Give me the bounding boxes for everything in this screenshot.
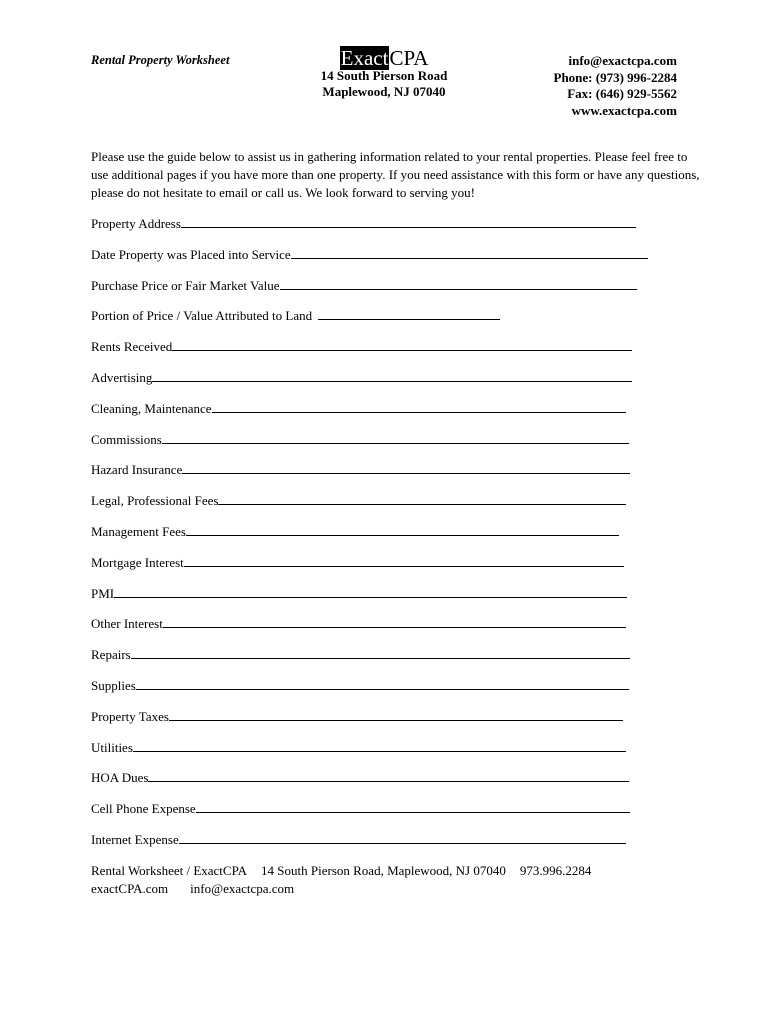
field-blank-line[interactable] [179, 830, 626, 844]
contact-email: info@exactcpa.com [568, 53, 677, 68]
field-row [91, 830, 691, 861]
field-blank-line[interactable] [291, 245, 648, 259]
field-blank-line[interactable] [169, 707, 623, 721]
field-blank-line[interactable] [280, 276, 637, 290]
field-label: Advertising [91, 369, 153, 385]
field-blank-line[interactable] [184, 553, 624, 567]
field-label: Commissions [91, 431, 162, 447]
field-blank-line[interactable] [131, 645, 630, 659]
field-row [91, 614, 691, 645]
field-label: Date Property was Placed into Service [91, 246, 291, 262]
fields-list [91, 214, 691, 861]
field-label: Other Interest [91, 616, 163, 632]
field-blank-line[interactable] [318, 306, 500, 320]
field-blank-line[interactable] [136, 676, 629, 690]
field-blank-line[interactable] [172, 337, 632, 351]
field-row [91, 491, 691, 522]
field-blank-line[interactable] [133, 738, 626, 752]
footer-phone: 973.996.2284 [519, 863, 592, 878]
field-row [91, 399, 691, 430]
document-title: Rental Property Worksheet [91, 53, 230, 67]
field-row [91, 645, 691, 676]
field-label: Mortgage Interest [91, 554, 184, 570]
field-row [91, 799, 691, 830]
field-row [91, 553, 691, 584]
field-row [91, 584, 691, 615]
field-row [91, 676, 691, 707]
field-label: Management Fees [91, 523, 186, 539]
field-blank-line[interactable] [218, 491, 626, 505]
field-blank-line[interactable] [163, 614, 626, 628]
field-blank-line[interactable] [182, 460, 630, 474]
field-blank-line[interactable] [152, 368, 632, 382]
footer-title: Rental Worksheet / ExactCPA [91, 863, 248, 878]
field-row [91, 522, 691, 553]
field-row [91, 430, 691, 461]
contact-fax: Fax: (646) 929-5562 [567, 86, 677, 101]
field-label: Rents Received [91, 339, 173, 355]
address-line-2: Maplewood, NJ 07040 [322, 84, 446, 99]
field-label: Portion of Price / Value Attributed to Land [91, 308, 313, 324]
field-label: Legal, Professional Fees [91, 493, 219, 509]
field-row [91, 707, 691, 738]
field-row [91, 768, 691, 799]
field-label: Supplies [91, 677, 136, 693]
footer-email: info@exactcpa.com [190, 881, 295, 896]
field-row [91, 368, 691, 399]
field-row [91, 276, 691, 307]
field-blank-line[interactable] [212, 399, 626, 413]
field-row [91, 214, 691, 245]
field-row [91, 337, 691, 368]
contact-website: www.exactcpa.com [571, 102, 677, 118]
field-blank-line[interactable] [114, 584, 627, 598]
field-label: Cell Phone Expense [91, 801, 196, 817]
field-row [91, 245, 691, 276]
logo-cpa: CPA [389, 46, 429, 70]
page-footer [91, 862, 591, 898]
field-row [91, 738, 691, 769]
field-label: Cleaning, Maintenance [91, 400, 212, 416]
company-block [300, 46, 468, 100]
field-blank-line[interactable] [148, 768, 629, 782]
field-label: PMI [91, 585, 115, 601]
contact-phone: Phone: (973) 996-2284 [553, 69, 677, 85]
field-blank-line[interactable] [181, 214, 636, 228]
contact-block [554, 53, 678, 119]
footer-website: exactCPA.com [91, 881, 169, 896]
logo-exact: Exact [340, 46, 389, 70]
field-blank-line[interactable] [162, 430, 629, 444]
field-blank-line[interactable] [186, 522, 619, 536]
field-label: Property Taxes [91, 708, 169, 724]
field-label: HOA Dues [91, 770, 149, 786]
field-label: Internet Expense [91, 831, 179, 847]
field-label: Repairs [91, 647, 131, 663]
field-blank-line[interactable] [196, 799, 630, 813]
company-logo [300, 46, 468, 70]
intro-paragraph: Please use the guide below to assist us in gathering information related to your rental properties. Please feel free to use additional pages if you have more than one property. If you need assistance with this form or have any questions, please do not hesitate to email or call us. We look forward to serving you! [91, 149, 700, 200]
field-row [91, 460, 691, 491]
field-label: Property Address [91, 216, 181, 231]
field-label: Utilities [91, 739, 133, 755]
address-line-1: 14 South Pierson Road [320, 68, 448, 83]
field-label: Purchase Price or Fair Market Value [91, 277, 280, 293]
field-row [91, 306, 691, 337]
field-label: Hazard Insurance [91, 462, 183, 478]
footer-address: 14 South Pierson Road, Maplewood, NJ 07040 [261, 863, 506, 878]
